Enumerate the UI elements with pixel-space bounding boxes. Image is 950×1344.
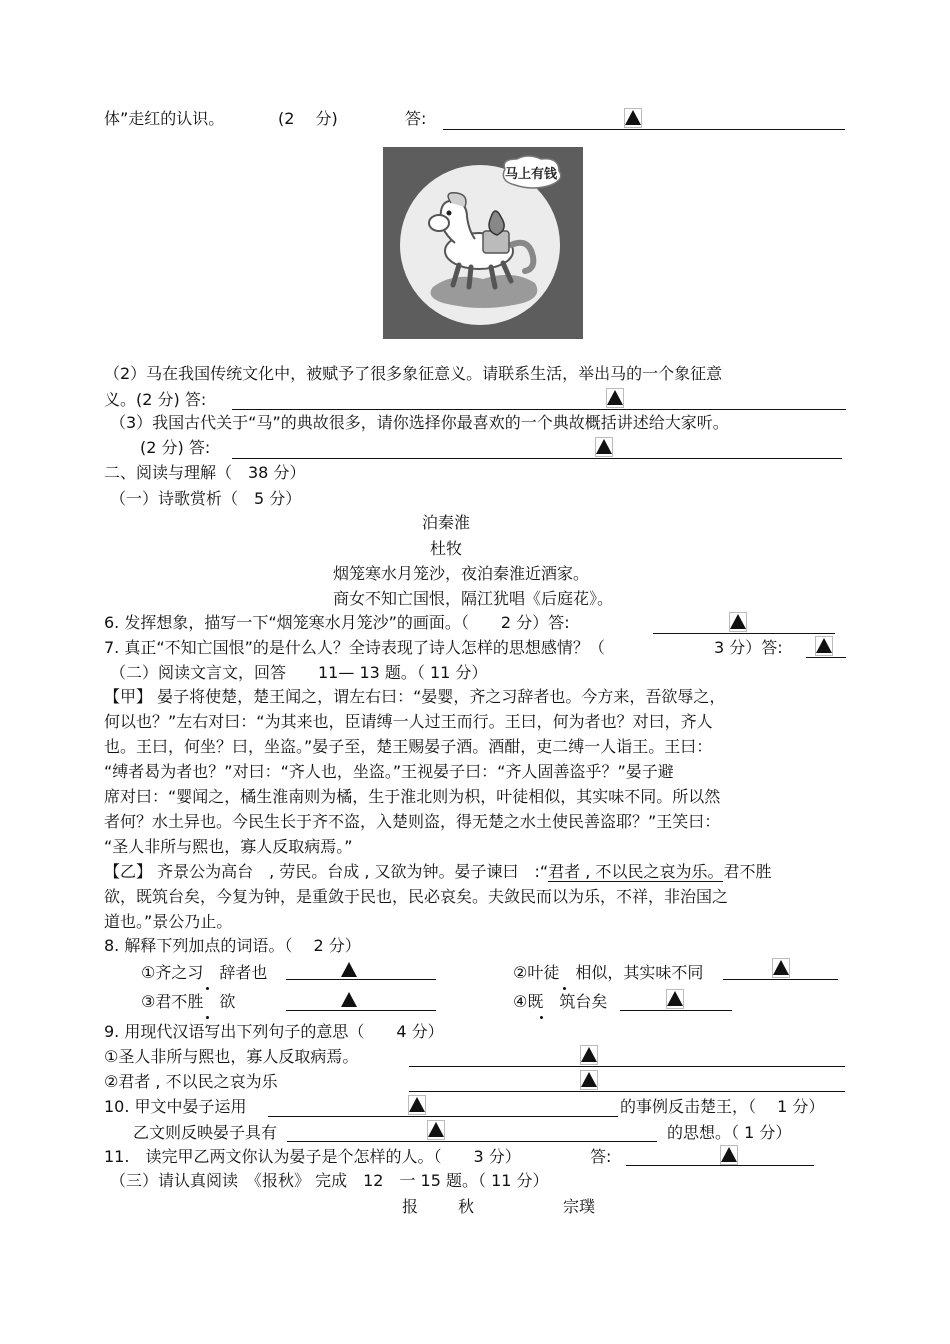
question-8-item-2: ②叶徒 相似，其实味不同 [513,963,704,982]
subsection-2-title: （二）阅读文言文，回答 11— 13 题。（ 11 分） [110,663,488,682]
triangle-icon [625,110,641,125]
answer-line[interactable] [626,1165,814,1166]
passage-yi-pre: 【乙】 齐景公为高台 , 劳民。台成 , 又欲为钟。晏子谏曰 :“ [104,862,549,881]
answer-line[interactable] [409,1066,845,1067]
answer-line[interactable] [287,1141,657,1142]
section-2-title: 二、阅读与理解（ 38 分） [104,463,306,482]
answer-line[interactable] [409,1091,845,1092]
subsection-3-title: （三）请认真阅读 《报秋》 完成 12 一 15 题。（ 11 分） [110,1171,549,1190]
triangle-icon [596,439,612,454]
triangle-icon [721,1147,737,1162]
question-3-line2: (2 分) 答: [140,438,211,457]
question-11-answer-label: 答: [590,1147,612,1166]
triangle-icon [341,962,357,977]
passage-yi-line1 [104,861,771,883]
question-8-title: 8. 解释下列加点的词语。（ 2 分） [104,936,361,955]
question-10-part-a: 10. 甲文中晏子运用 [104,1097,247,1116]
passage-jia-line: 何以也？”左右对曰：“为其来也，臣请缚一人过王而行。王曰，何为者也？对曰，齐人 [104,712,713,731]
question-8-item-3: ③君不胜 欲 [141,992,236,1011]
passage-jia-line: 也。王曰，何坐？曰，坐盗。”晏子至，楚王赐晏子酒。酒酣，吏二缚一人诣王。王曰： [104,737,713,756]
emphasis-dot [206,987,209,990]
passage-yi-post: 君不胜 [723,862,772,881]
top-line-score: (2 分) [278,109,338,128]
question-10-part-b: 乙文则反映晏子具有 [133,1123,278,1142]
article-title-char-2: 秋 [458,1197,475,1216]
subsection-1-title: （一）诗歌赏析（ 5 分） [110,489,302,508]
triangle-icon [341,992,357,1007]
passage-yi-underlined: 君者 , 不以民之哀为乐。 [548,862,724,881]
question-9-title: 9. 用现代汉语写出下列句子的意思（ 4 分） [104,1022,444,1041]
question-10-part-b-end: 的思想。（ 1 分） [667,1123,792,1142]
triangle-icon [816,638,832,653]
image-caption: 马上有钱 [504,167,558,182]
horse-cartoon-image [383,147,583,339]
triangle-icon [607,390,623,405]
question-8-item-1: ①齐之习 辞者也 [141,963,268,982]
emphasis-dot [563,987,566,990]
question-8-item-4: ④既 筑台矣 [513,992,608,1011]
passage-jia-line: “圣人非所与熙也，寡人反取病焉。” [104,837,353,856]
answer-line[interactable] [286,1010,436,1011]
passage-jia-line: 席对曰：“婴闻之，橘生淮南则为橘，生于淮北则为枳，叶徒相似，其实味不同。所以然 [104,787,721,806]
question-9-sentence-1: ①圣人非所与熙也，寡人反取病焉。 [104,1047,359,1066]
question-11: 11. 读完甲乙两文你认为晏子是个怎样的人。（ 3 分） [104,1147,521,1166]
answer-line[interactable] [286,979,436,980]
question-3-line1: （3）我国古代关于“马”的典故很多，请你选择你最喜欢的一个典故概括讲述给大家听。 [110,413,729,432]
question-7: 7. 真正“不知亡国恨”的是什么人？全诗表现了诗人怎样的思想感情？（ [104,638,605,657]
answer-line[interactable] [268,1116,618,1117]
question-2-line1: （2）马在我国传统文化中，被赋予了很多象征意义。请联系生活，举出马的一个象征意 [104,364,723,383]
passage-jia-line: 【甲】 晏子将使楚，楚王闻之，谓左右曰：“晏婴，齐之习辞者也。今方来，吾欲辱之， [104,687,726,706]
question-2-line2: 义。(2 分) 答: [104,390,207,409]
question-9-sentence-2: ②君者 , 不以民之哀为乐 [104,1072,278,1091]
triangle-icon [730,614,746,629]
poem-title: 泊秦淮 [422,513,471,532]
triangle-icon [409,1097,425,1112]
emphasis-dot [206,1016,209,1019]
triangle-icon [581,1072,597,1087]
answer-line[interactable] [723,979,838,980]
emphasis-dot [540,1016,543,1019]
question-6: 6. 发挥想象，描写一下“烟笼寒水月笼沙”的画面。（ 2 分）答: [104,613,570,632]
poem-author: 杜牧 [430,539,463,558]
poem-line-1: 烟笼寒水月笼沙，夜泊秦淮近酒家。 [333,564,590,583]
triangle-icon [773,960,789,975]
article-author: 宗璞 [563,1197,596,1216]
answer-line[interactable] [232,458,842,459]
top-line-answer-label: 答: [405,109,427,128]
passage-jia-line: “缚者曷为者也？”对曰：“齐人也，坐盗。”王视晏子曰：“齐人固善盗乎？”晏子避 [104,762,674,781]
answer-line[interactable] [653,633,835,634]
answer-line[interactable] [806,657,846,658]
passage-yi-line3: 道也。”景公乃止。 [104,912,233,931]
question-10-part-a-end: 的事例反击楚王，（ 1 分） [620,1097,825,1116]
answer-line[interactable] [443,129,845,130]
article-title-char-1: 报 [402,1197,419,1216]
answer-line[interactable] [232,409,846,410]
answer-line[interactable] [620,1010,732,1011]
triangle-icon [428,1122,444,1137]
triangle-icon [581,1047,597,1062]
triangle-icon [667,991,683,1006]
top-line-text: 体”走红的认识。 [104,109,225,128]
poem-line-2: 商女不知亡国恨，隔江犹唱《后庭花》。 [333,589,614,608]
passage-yi-line2: 欲，既筑台矣，今复为钟，是重敛于民也，民必哀矣。夫敛民而以为乐，不祥，非治国之 [104,887,729,906]
question-7-score: 3 分）答: [714,638,783,657]
passage-jia-line: 者何？水土异也。今民生长于齐不盗，入楚则盗，得无楚之水土使民善盗耶？”王笑曰： [104,812,721,831]
